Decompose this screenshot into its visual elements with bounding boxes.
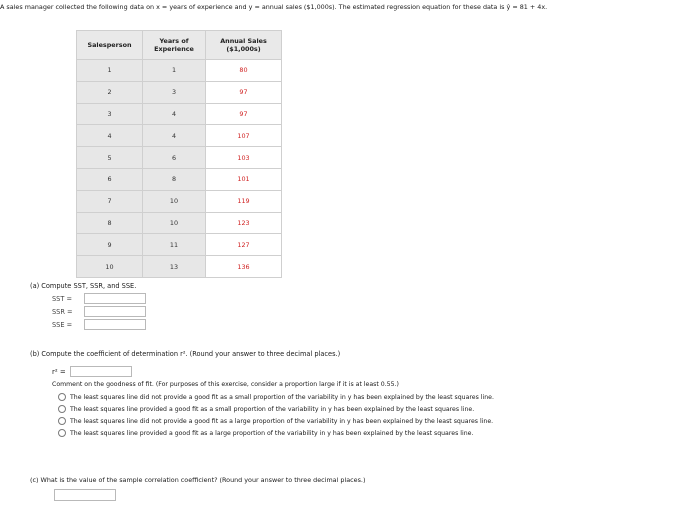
cell-years: 10	[143, 212, 206, 234]
radio-icon[interactable]	[58, 417, 66, 425]
fit-option-label: The least squares line did not provide a good fit as a large proportion of the variability in y has been explained by the least squares line.	[70, 417, 494, 425]
header-salesperson: Salesperson	[77, 31, 143, 60]
r2-label: r² =	[52, 367, 66, 376]
part-b-prompt: (b) Compute the coefficient of determination r². (Round your answer to three decimal places.)	[30, 350, 341, 358]
cell-sales: 97	[206, 103, 282, 125]
r2-row	[52, 366, 132, 377]
header-sales: Annual Sales ($1,000s)	[206, 31, 282, 60]
part-c-prompt: (c) What is the value of the sample correlation coefficient? (Round your answer to three decimal places.)	[30, 476, 366, 484]
cell-sales: 136	[206, 256, 282, 278]
part-a-prompt: (a) Compute SST, SSR, and SSE.	[30, 282, 137, 290]
cell-years: 10	[143, 190, 206, 212]
cell-salesperson: 2	[77, 81, 143, 103]
cell-salesperson: 9	[77, 234, 143, 256]
cell-years: 11	[143, 234, 206, 256]
ssr-input[interactable]	[84, 306, 146, 317]
cell-sales: 101	[206, 168, 282, 190]
fit-option-label: The least squares line provided a good fit as a large proportion of the variability in y has been explained by the least squares line.	[70, 429, 474, 437]
sst-label: SST =	[52, 294, 73, 303]
fit-option-1[interactable]	[58, 393, 494, 401]
cell-years: 6	[143, 147, 206, 169]
cell-sales: 127	[206, 234, 282, 256]
cell-sales: 80	[206, 60, 282, 82]
ssr-label: SSR =	[52, 307, 73, 316]
cell-salesperson: 4	[77, 125, 143, 147]
table-row	[77, 60, 282, 82]
table-row	[77, 234, 282, 256]
table-row	[77, 147, 282, 169]
sales-data-table	[76, 30, 282, 278]
table-row	[77, 212, 282, 234]
sst-input[interactable]	[84, 293, 146, 304]
fit-option-label: The least squares line provided a good fit as a small proportion of the variability in y has been explained by the least squares line.	[70, 405, 475, 413]
cell-salesperson: 5	[77, 147, 143, 169]
cell-sales: 107	[206, 125, 282, 147]
goodness-of-fit-comment: Comment on the goodness of fit. (For purposes of this exercise, consider a proportion large if it is at least 0.55.)	[52, 381, 399, 388]
cell-years: 4	[143, 103, 206, 125]
fit-option-label: The least squares line did not provide a good fit as a small proportion of the variability in y has been explained by the least squares line.	[70, 393, 494, 401]
table-row	[77, 168, 282, 190]
cell-salesperson: 1	[77, 60, 143, 82]
table-row	[77, 125, 282, 147]
table-row	[77, 190, 282, 212]
fit-option-3[interactable]	[58, 417, 493, 425]
cell-salesperson: 8	[77, 212, 143, 234]
ssr-row	[52, 306, 146, 317]
problem-intro: A sales manager collected the following data on x = years of experience and y = annual sales ($1,000s). The estimated regression equation for these data is ŷ = 81 + 4x.	[0, 3, 548, 11]
sse-label: SSE =	[52, 320, 73, 329]
sse-row	[52, 319, 146, 330]
fit-option-4[interactable]	[58, 429, 473, 437]
table-row	[77, 256, 282, 278]
cell-sales: 123	[206, 212, 282, 234]
fit-option-2[interactable]	[58, 405, 474, 413]
sse-input[interactable]	[84, 319, 146, 330]
radio-icon[interactable]	[58, 405, 66, 413]
correlation-input[interactable]	[54, 489, 116, 501]
cell-salesperson: 7	[77, 190, 143, 212]
r2-input[interactable]	[70, 366, 132, 377]
cell-sales: 103	[206, 147, 282, 169]
cell-years: 4	[143, 125, 206, 147]
cell-sales: 97	[206, 81, 282, 103]
cell-salesperson: 10	[77, 256, 143, 278]
cell-years: 3	[143, 81, 206, 103]
sst-row	[52, 293, 146, 304]
table-row	[77, 81, 282, 103]
header-years: Years of Experience	[143, 31, 206, 60]
cell-sales: 119	[206, 190, 282, 212]
cell-salesperson: 6	[77, 168, 143, 190]
cell-years: 8	[143, 168, 206, 190]
radio-icon[interactable]	[58, 393, 66, 401]
cell-years: 13	[143, 256, 206, 278]
cell-years: 1	[143, 60, 206, 82]
table-header-row	[77, 31, 282, 60]
table-row	[77, 103, 282, 125]
radio-icon[interactable]	[58, 429, 66, 437]
cell-salesperson: 3	[77, 103, 143, 125]
